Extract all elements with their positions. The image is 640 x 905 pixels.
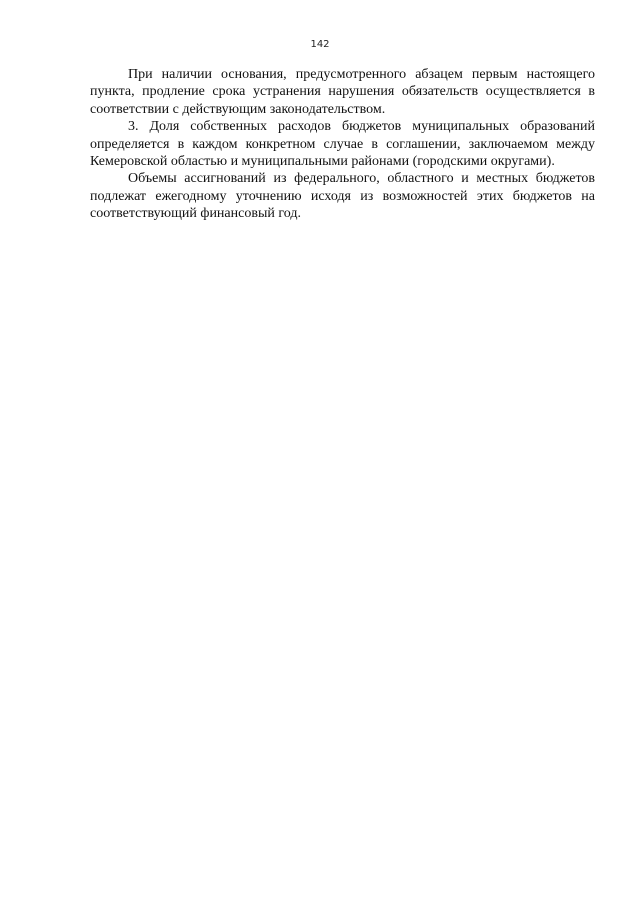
paragraph-allocation-volumes: Объемы ассигнований из федерального, областного и местных бюджетов подлежат ежегодному уточнению исходя из возможностей этих бюджетов на соответствующий финансовый год. [90,171,595,222]
paragraph-extension-of-deadline: При наличии основания, предусмотренного абзацем первым настоящего пункта, продление срока устранения нарушения обязательств осуществляется в соответствии с действующим законодательством. [90,67,595,117]
document-body [90,66,595,223]
paragraph-municipal-budget-share: 3. Доля собственных расходов бюджетов муниципальных образований определяется в каждом конкретном случае в соглашении, заключаемом между Кемеровской областью и муниципальными районами (городскими округами). [90,119,595,170]
page-number: 142 [310,39,330,50]
